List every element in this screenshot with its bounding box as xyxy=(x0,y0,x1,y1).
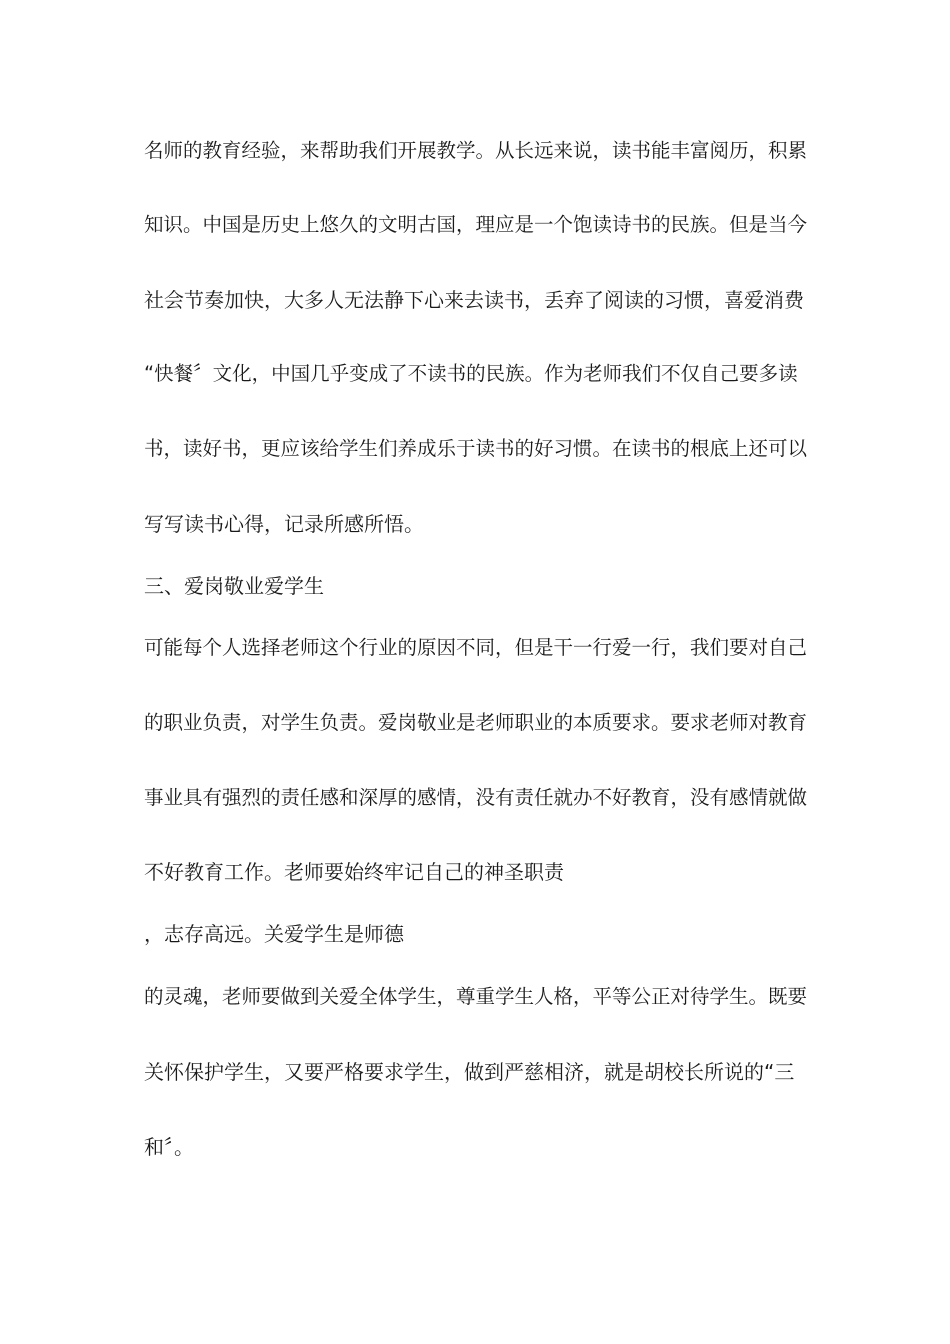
paragraph-line: 不好教育工作。老师要始终牢记自己的神圣职责 xyxy=(144,860,564,884)
paragraph-line: 关怀保护学生，又要严格要求学生，做到严慈相济，就是胡校长所说的“三 xyxy=(144,1060,795,1084)
paragraph-line: 书，读好书，更应该给学生们养成乐于读书的好习惯。在读书的根底上还可以 xyxy=(144,437,808,460)
paragraph-line: 事业具有强烈的责任感和深厚的感情，没有责任就办不好教育，没有感情就做 xyxy=(144,786,808,809)
paragraph-line: 的灵魂，老师要做到关爱全体学生，尊重学生人格，平等公正对待学生。既要 xyxy=(144,985,808,1008)
paragraph-line: ，志存高远。关爱学生是师德 xyxy=(144,922,404,946)
paragraph-line: “快餐〞文化，中国几乎变成了不读书的民族。作为老师我们不仅自己要多读 xyxy=(144,362,798,385)
paragraph-line: 名师的教育经验，来帮助我们开展教学。从长远来说，读书能丰富阅历，积累 xyxy=(144,139,808,162)
section-heading: 三、爱岗敬业爱学生 xyxy=(144,574,324,598)
paragraph-line: 写写读书心得，记录所感所悟。 xyxy=(144,512,424,536)
paragraph-line: 社会节奏加快，大多人无法静下心来去读书，丢弃了阅读的习惯，喜爱消费 xyxy=(144,288,804,312)
paragraph-line: 知识。中国是历史上悠久的文明古国，理应是一个饱读诗书的民族。但是当今 xyxy=(144,213,808,236)
paragraph-line: 和〞。 xyxy=(144,1135,194,1159)
paragraph-line: 可能每个人选择老师这个行业的原因不同，但是干一行爱一行，我们要对自己 xyxy=(144,636,808,659)
paragraph-line: 的职业负责，对学生负责。爱岗敬业是老师职业的本质要求。要求老师对教育 xyxy=(144,711,808,734)
